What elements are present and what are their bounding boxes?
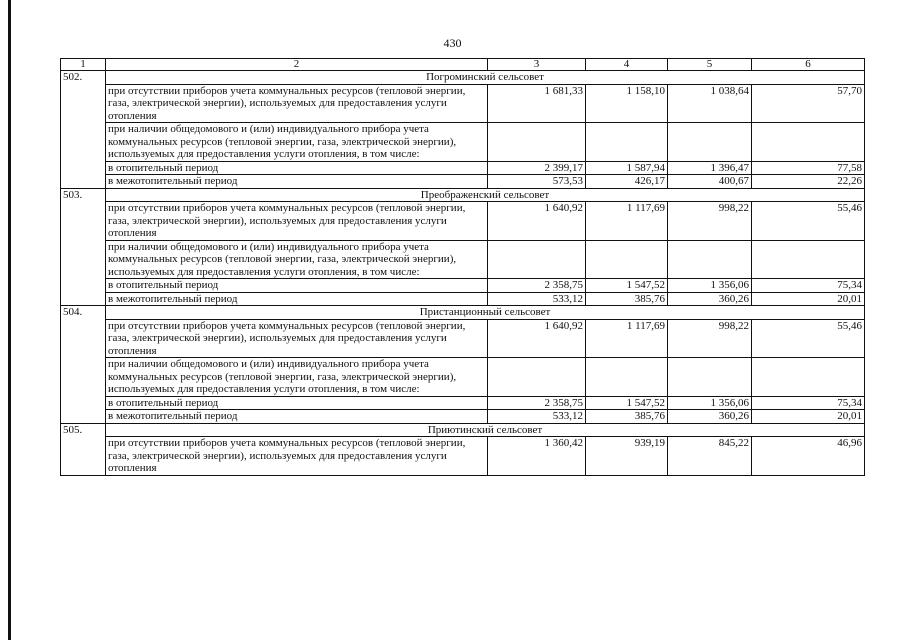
row-description: в межотопительный период [106, 410, 488, 424]
section-row [61, 423, 865, 437]
value-col-6: 75,34 [752, 279, 865, 293]
value-col-5: 1 396,47 [668, 161, 752, 175]
value-col-5 [668, 123, 752, 162]
section-number: 504. [61, 306, 106, 424]
value-col-4 [586, 358, 668, 397]
value-col-3: 1 360,42 [488, 437, 586, 476]
section-row [61, 71, 865, 85]
table-row [61, 319, 865, 358]
table-row [61, 396, 865, 410]
table-row [61, 161, 865, 175]
row-description: в межотопительный период [106, 292, 488, 306]
row-description: при наличии общедомового и (или) индивидуального прибора учета коммунальных ресурсов (тепловой энергии, газа, электрической энергии), используемых для предоставления услуги отопления, в том числе: [106, 358, 488, 397]
value-col-6: 77,58 [752, 161, 865, 175]
value-col-3: 533,12 [488, 292, 586, 306]
table-row [61, 202, 865, 241]
value-col-6: 20,01 [752, 292, 865, 306]
section-title: Пристанционный сельсовет [106, 306, 865, 320]
header-cell: 1 [61, 59, 106, 71]
value-col-3 [488, 123, 586, 162]
value-col-5: 1 356,06 [668, 396, 752, 410]
section-title: Погроминский сельсовет [106, 71, 865, 85]
value-col-3: 533,12 [488, 410, 586, 424]
section-row [61, 188, 865, 202]
row-description: в межотопительный период [106, 175, 488, 189]
value-col-6 [752, 358, 865, 397]
value-col-4 [586, 123, 668, 162]
table-row [61, 175, 865, 189]
header-row [61, 59, 865, 71]
row-description: при отсутствии приборов учета коммунальных ресурсов (тепловой энергии, газа, электрической энергии), используемых для предоставления услуги отопления [106, 437, 488, 476]
section-title: Преображенский сельсовет [106, 188, 865, 202]
value-col-5 [668, 240, 752, 279]
value-col-5: 400,67 [668, 175, 752, 189]
value-col-3: 2 358,75 [488, 396, 586, 410]
value-col-6: 20,01 [752, 410, 865, 424]
row-description: в отопительный период [106, 396, 488, 410]
value-col-4: 1 158,10 [586, 84, 668, 123]
header-cell: 2 [106, 59, 488, 71]
table-row [61, 279, 865, 293]
section-number: 503. [61, 188, 106, 306]
table-row [61, 240, 865, 279]
header-cell: 5 [668, 59, 752, 71]
row-description: при отсутствии приборов учета коммунальных ресурсов (тепловой энергии, газа, электрической энергии), используемых для предоставления услуги отопления [106, 319, 488, 358]
tariff-table [60, 58, 865, 476]
value-col-6: 55,46 [752, 202, 865, 241]
value-col-4: 1 547,52 [586, 396, 668, 410]
header-cell: 3 [488, 59, 586, 71]
value-col-4: 1 547,52 [586, 279, 668, 293]
value-col-4 [586, 240, 668, 279]
value-col-5: 1 038,64 [668, 84, 752, 123]
value-col-3: 573,53 [488, 175, 586, 189]
value-col-3 [488, 240, 586, 279]
value-col-5: 998,22 [668, 319, 752, 358]
section-title: Приютинский сельсовет [106, 423, 865, 437]
value-col-3: 2 358,75 [488, 279, 586, 293]
section-row [61, 306, 865, 320]
value-col-3: 1 640,92 [488, 319, 586, 358]
value-col-3 [488, 358, 586, 397]
value-col-6: 75,34 [752, 396, 865, 410]
value-col-6: 57,70 [752, 84, 865, 123]
value-col-5 [668, 358, 752, 397]
value-col-4: 1 117,69 [586, 319, 668, 358]
page-number: 430 [443, 36, 462, 50]
value-col-4: 385,76 [586, 292, 668, 306]
row-description: при наличии общедомового и (или) индивидуального прибора учета коммунальных ресурсов (тепловой энергии, газа, электрической энергии), используемых для предоставления услуги отопления, в том числе: [106, 240, 488, 279]
row-description: в отопительный период [106, 279, 488, 293]
value-col-6: 55,46 [752, 319, 865, 358]
value-col-5: 360,26 [668, 410, 752, 424]
value-col-6 [752, 240, 865, 279]
row-description: при отсутствии приборов учета коммунальных ресурсов (тепловой энергии, газа, электрической энергии), используемых для предоставления услуги отопления [106, 202, 488, 241]
value-col-4: 1 117,69 [586, 202, 668, 241]
table-row [61, 437, 865, 476]
value-col-3: 1 640,92 [488, 202, 586, 241]
header-cell: 4 [586, 59, 668, 71]
table-row [61, 358, 865, 397]
value-col-4: 1 587,94 [586, 161, 668, 175]
value-col-5: 1 356,06 [668, 279, 752, 293]
table-row [61, 292, 865, 306]
table-row [61, 123, 865, 162]
value-col-6 [752, 123, 865, 162]
value-col-5: 360,26 [668, 292, 752, 306]
section-number: 505. [61, 423, 106, 475]
table-row [61, 84, 865, 123]
section-number: 502. [61, 71, 106, 189]
value-col-6: 22,26 [752, 175, 865, 189]
header-cell: 6 [752, 59, 865, 71]
table-row [61, 410, 865, 424]
row-description: при отсутствии приборов учета коммунальных ресурсов (тепловой энергии, газа, электрической энергии), используемых для предоставления услуги отопления [106, 84, 488, 123]
value-col-6: 46,96 [752, 437, 865, 476]
value-col-3: 2 399,17 [488, 161, 586, 175]
value-col-4: 385,76 [586, 410, 668, 424]
value-col-5: 845,22 [668, 437, 752, 476]
row-description: при наличии общедомового и (или) индивидуального прибора учета коммунальных ресурсов (тепловой энергии, газа, электрической энергии), используемых для предоставления услуги отопления, в том числе: [106, 123, 488, 162]
row-description: в отопительный период [106, 161, 488, 175]
page-edge-bar [8, 0, 11, 640]
value-col-4: 426,17 [586, 175, 668, 189]
value-col-3: 1 681,33 [488, 84, 586, 123]
value-col-4: 939,19 [586, 437, 668, 476]
value-col-5: 998,22 [668, 202, 752, 241]
